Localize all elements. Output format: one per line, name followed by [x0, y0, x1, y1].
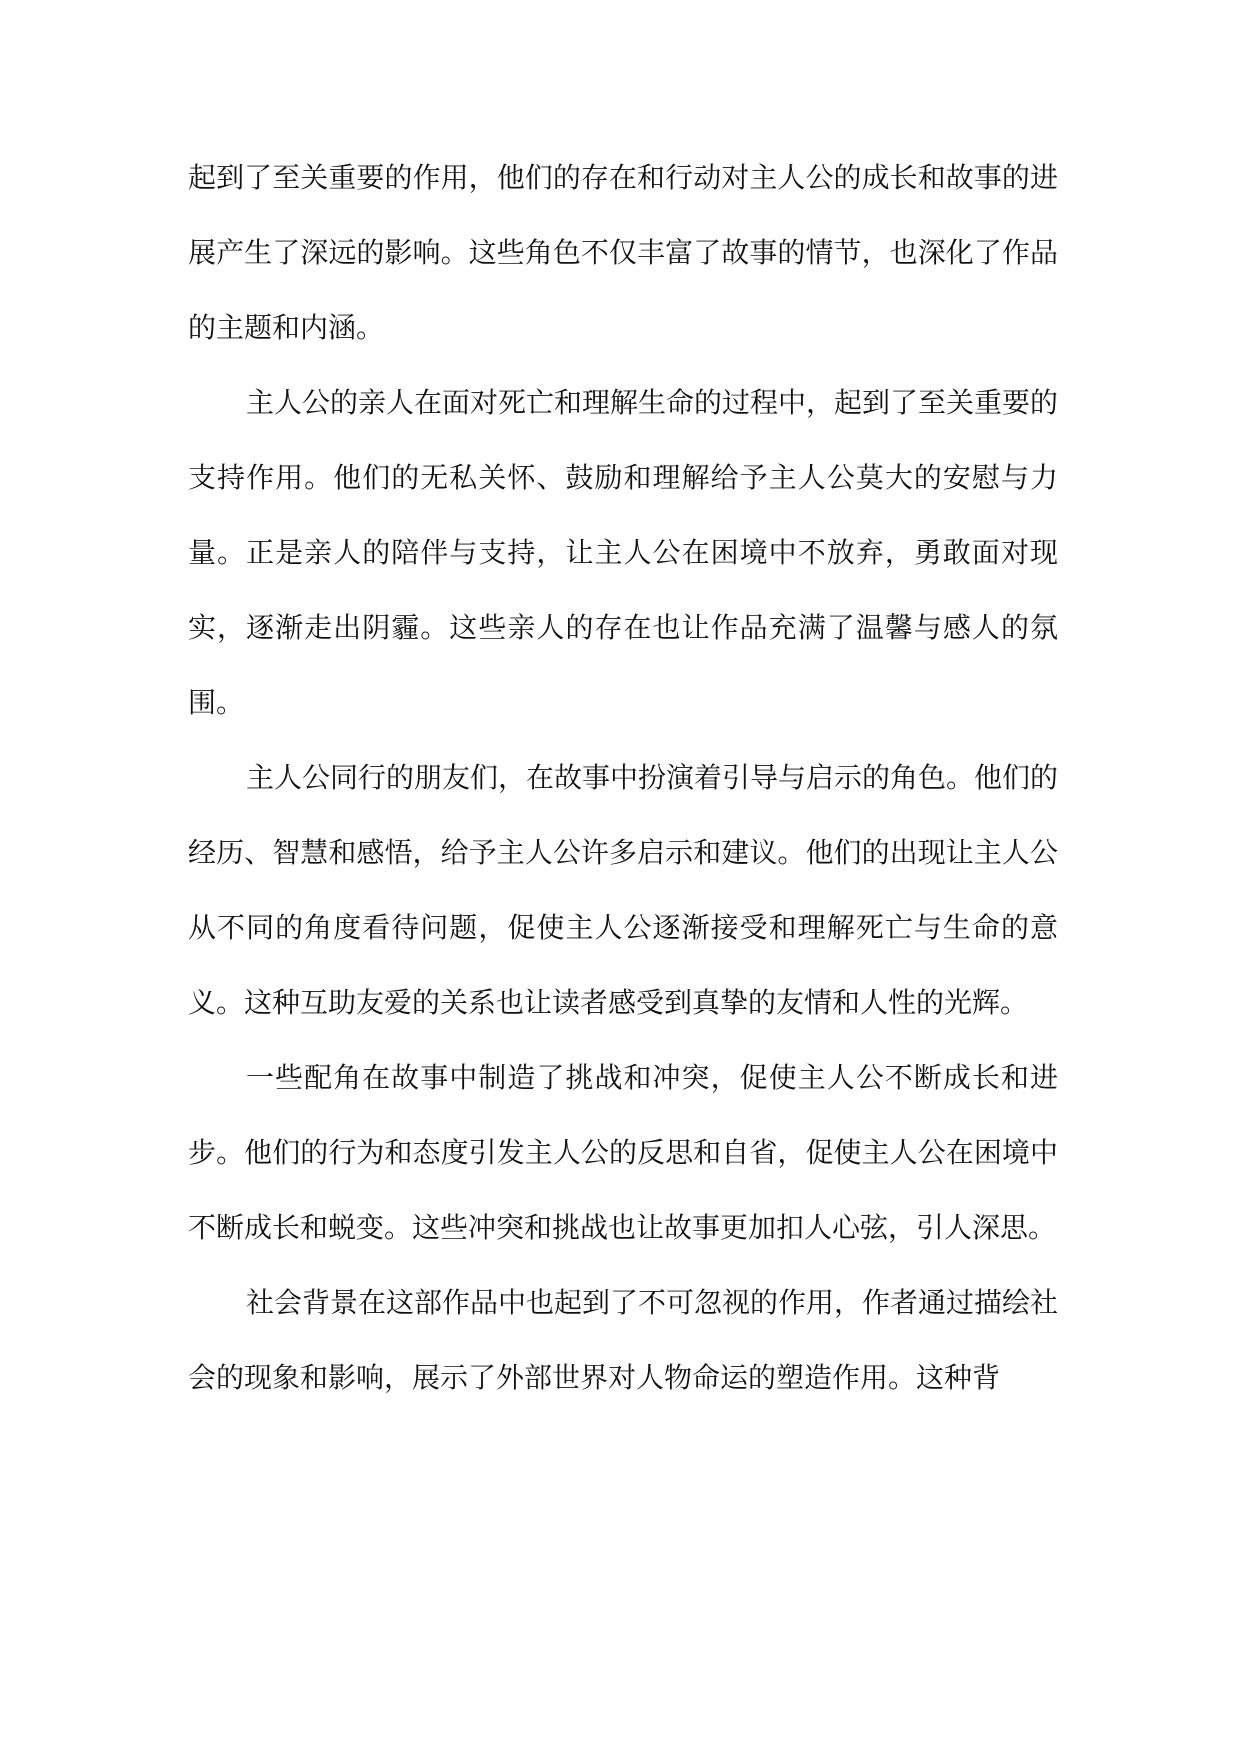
paragraph-2: 主人公的亲人在面对死亡和理解生命的过程中，起到了至关重要的支持作用。他们的无私关怀、鼓励和理解给予主人公莫大的安慰与力量。正是亲人的陪伴与支持，让主人公在困境中不放弃，勇敢面对现实，逐渐走出阴霾。这些亲人的存在也让作品充满了温馨与感人的氛围。 — [188, 386, 1059, 719]
paragraph-1: 起到了至关重要的作用，他们的存在和行动对主人公的成长和故事的进展产生了深远的影响。这些角色不仅丰富了故事的情节，也深化了作品的主题和内涵。 — [188, 161, 1058, 344]
paragraph-4: 一些配角在故事中制造了挑战和冲突，促使主人公不断成长和进步。他们的行为和态度引发主人公的反思和自省，促使主人公在困境中不断成长和蜕变。这些冲突和挑战也让故事更加扣人心弦，引人深思。 — [188, 1061, 1058, 1244]
paragraph-3: 主人公同行的朋友们，在故事中扮演着引导与启示的角色。他们的经历、智慧和感悟，给予主人公许多启示和建议。他们的出现让主人公从不同的角度看待问题，促使主人公逐渐接受和理解死亡与生命的意义。这种互助友爱的关系也让读者感受到真挚的友情和人性的光辉。 — [188, 761, 1059, 1019]
paragraph-5: 社会背景在这部作品中也起到了不可忽视的作用，作者通过描绘社会的现象和影响，展示了外部世界对人物命运的塑造作用。这种背 — [188, 1286, 1059, 1394]
body-text — [188, 140, 1058, 1415]
